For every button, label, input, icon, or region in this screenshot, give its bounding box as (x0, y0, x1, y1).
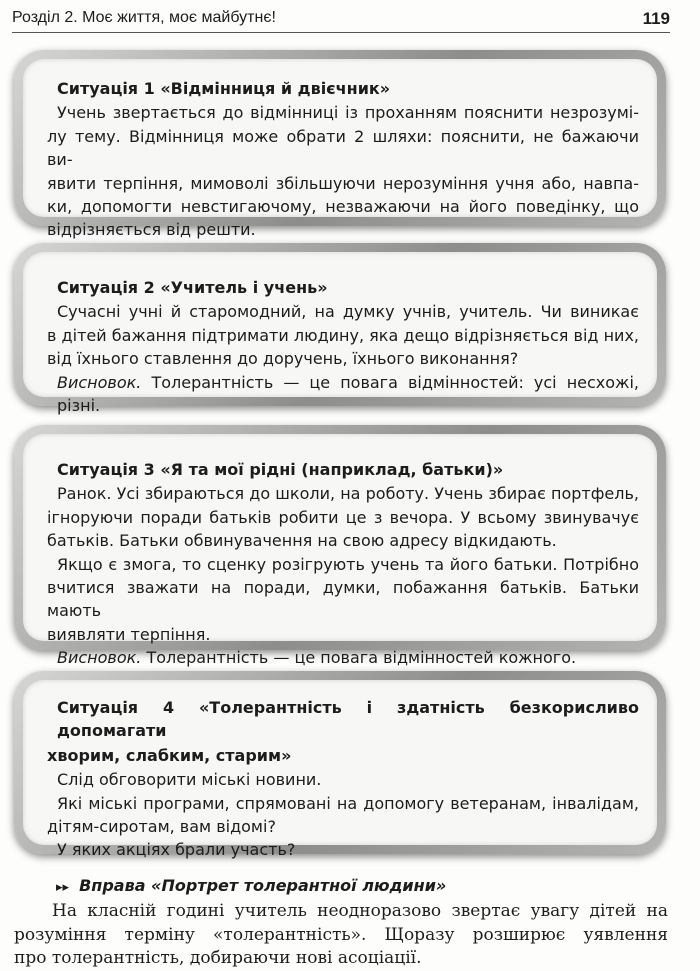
exercise-heading (56, 876, 446, 895)
page-header (12, 4, 670, 33)
situation-3-line: ігноруючи поради батьків робити це з вечора. У всьому звинувачує (47, 507, 639, 527)
situation-4-title: Ситуація 4 «Толерантність і здатність безкорисливо допомагати (57, 698, 639, 741)
situation-1-line: ки, допомогти невстигаючому, незважаючи на його поведінку, що (47, 197, 639, 217)
conclusion-label: Висновок. (57, 372, 142, 392)
conclusion-text: Толерантність — це повага відмінностей: усі несхожі, різні. (57, 372, 639, 416)
situation-3-conclusion (57, 646, 639, 669)
situation-4-title-cont: хворим, слабким, старим» (47, 745, 292, 765)
chapter-title: Розділ 2. Моє життя, моє майбутнє! (12, 9, 276, 26)
situation-4-line: Слід обговорити міські новини. (57, 770, 322, 790)
situation-3-line: Ранок. Усі збираються до школи, на роботу. Учень збирає портфель, (57, 484, 639, 504)
situation-4-line: Які міські програми, спрямовані на допомогу ветеранам, інвалідам, (57, 793, 639, 813)
paragraph-line: розуміння терміну «толерантність». Щоразу розширює уявлення (14, 924, 668, 945)
situation-1-line: Учень звертається до відмінниці із проханням пояснити незрозумі- (57, 103, 639, 123)
situation-3-line: виявляти терпіння. (47, 624, 211, 644)
situation-1-line: відрізняється від решти. (47, 220, 256, 240)
exercise-title: Вправа «Портрет толерантної людини» (79, 876, 447, 895)
double-arrow-icon: ▸▸ (56, 880, 70, 895)
paragraph-line: На класній годині учитель неодноразово звертає увагу дітей на (52, 901, 668, 921)
situation-2-conclusion (57, 371, 639, 418)
conclusion-label: Висновок. (57, 648, 142, 668)
situation-1-line: лу тему. Відмінниця може обрати 2 шляхи: пояснити, не бажаючи ви- (47, 126, 639, 170)
situation-1-line: явити терпіння, мимоволі збільшуючи нерозуміння учня або, навпа- (47, 173, 639, 193)
situation-2-box (14, 243, 666, 416)
situation-3-box (14, 425, 666, 668)
situation-4-box (14, 671, 666, 860)
situation-3-line: батьків. Батьки обвинувачення на свою адресу відкидають. (47, 531, 557, 551)
situation-3-line: Якщо є змога, то сценку розігрують учень та його батьки. Потрібно (57, 554, 639, 574)
situation-2-line: в дітей бажання підтримати людину, яка дещо відрізняється від них, (47, 325, 639, 345)
paragraph-line: про толерантність, добираючи нові асоціації. (14, 948, 422, 969)
page-number: 119 (642, 9, 670, 28)
situation-1-box (14, 50, 666, 240)
situation-3-line: вчитися зважати на поради, думки, побажання батьків. Батьки мають (47, 578, 639, 621)
situation-2-title: Ситуація 2 «Учитель і учень» (57, 278, 328, 297)
situation-2-line: Сучасні учні й старомодний, на думку учнів, учитель. Чи виникає (57, 302, 639, 322)
body-paragraph (14, 900, 668, 971)
situation-1-title: Ситуація 1 «Відмінниця й двієчник» (57, 79, 391, 98)
situation-2-line: від їхнього ставлення до доручень, їхнього виконання? (47, 349, 519, 369)
situation-4-line: У яких акціях брали участь? (57, 840, 296, 860)
situation-4-line: дітям-сиротам, вам відомі? (47, 817, 276, 837)
situation-3-title: Ситуація 3 «Я та мої рідні (наприклад, батьки)» (57, 460, 504, 479)
conclusion-text: Толерантність — це повага відмінностей кожного. (141, 648, 577, 668)
